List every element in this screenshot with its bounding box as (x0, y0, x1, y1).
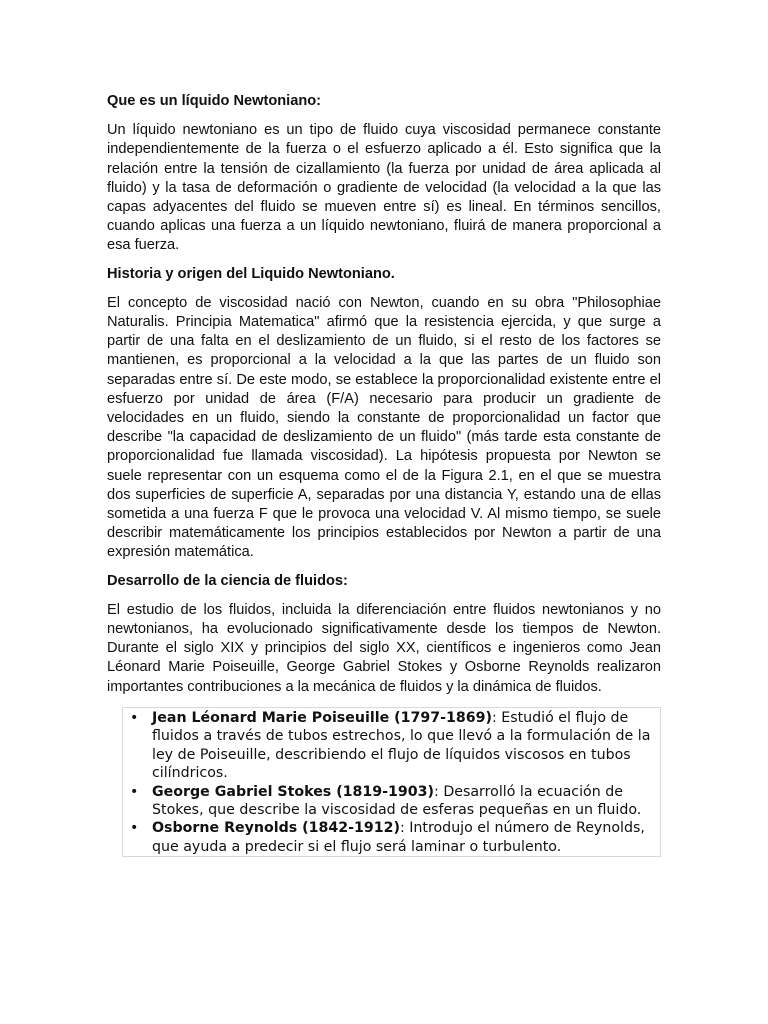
document-page (107, 89, 661, 857)
scientists-list (123, 709, 660, 856)
scientist-description: : Desarrolló la ecuación de Stokes, que describe la viscosidad de esferas pequeñas en un fluido. (152, 783, 642, 818)
scientist-description: : Introdujo el número de Reynolds, que ayuda a predecir si el flujo será laminar o turbulento. (152, 820, 645, 855)
scientist-description: : Estudió el flujo de fluidos a través de tubos estrechos, lo que llevó a la formulación de la ley de Poiseuille, describiendo el flujo de líquidos viscosos en tubos cilíndricos. (152, 709, 651, 782)
heading-history-origin: Historia y origen del Liquido Newtoniano. (107, 265, 395, 282)
list-item-reynolds (130, 819, 660, 856)
scientists-list-box (122, 707, 661, 857)
heading-fluid-science: Desarrollo de la ciencia de fluidos: (107, 572, 348, 589)
scientist-name: George Gabriel Stokes (1819-1903) (152, 783, 435, 800)
list-item-poiseuille (130, 709, 660, 783)
heading-newtonian-liquid: Que es un líquido Newtoniano: (107, 93, 322, 109)
bullet-icon: • (130, 820, 139, 837)
bullet-icon: • (130, 783, 139, 800)
list-item-stokes (130, 783, 660, 820)
paragraph-fluid-science: El estudio de los fluidos, incluida la diferenciación entre fluidos newtonianos y no newtonianos, ha evolucionado significativamente desde los tiempos de Newton. Durante el siglo XIX y principios del siglo XX, científicos e ingenieros como Jean Léonard Marie Poiseuille, George Gabriel Stokes y Osborne Reynolds realizaron importantes contribuciones a la mecánica de fluidos y la dinámica de fluidos. (107, 601, 661, 695)
scientist-name: Jean Léonard Marie Poiseuille (1797-1869) (152, 709, 492, 726)
paragraph-newtonian-definition: Un líquido newtoniano es un tipo de fluido cuya viscosidad permanece constante independientemente de la fuerza o el esfuerzo aplicado a él. Esto significa que la relación entre la tensión de cizallamiento (la fuerza por unidad de área aplicada al fluido) y la tasa de deformación o gradiente de velocidad (la velocidad a la que las capas adyacentes del fluido se mueven entre sí) es lineal. En términos sencillos, cuando aplicas una fuerza a un líquido newtoniano, fluirá de manera proporcional a esa fuerza. (107, 122, 661, 254)
paragraph-history: El concepto de viscosidad nació con Newton, cuando en su obra "Philosophiae Naturalis. Principia Matematica" afirmó que la resistencia ejercida, y que surge a partir de una falta en el deslizamiento de un fluido, si el resto de los factores se mantienen, es proporcional a la velocidad a la que las partes de un fluido son separadas entre sí. De este modo, se establece la proporcionalidad existente entre el esfuerzo por unidad de área (F/A) necesario para producir un gradiente de velocidades en un fluido, siendo la constante de proporcionalidad un factor que describe "la capacidad de deslizamiento de un fluido" (más tarde esta constante de proporcionalidad fue llamada viscosidad). La hipótesis propuesta por Newton se suele representar con un esquema como el de la Figura 2.1, en el que se muestra dos superficies de superficie A, separadas por una distancia Y, estando una de ellas sometida a una fuerza F que le provoca una velocidad V. Al mismo tiempo, se suele describir matemáticamente los principios establecidos por Newton a partir de una expresión matemática. (107, 294, 661, 561)
bullet-icon: • (130, 709, 139, 726)
scientist-name: Osborne Reynolds (1842-1912) (152, 820, 400, 837)
